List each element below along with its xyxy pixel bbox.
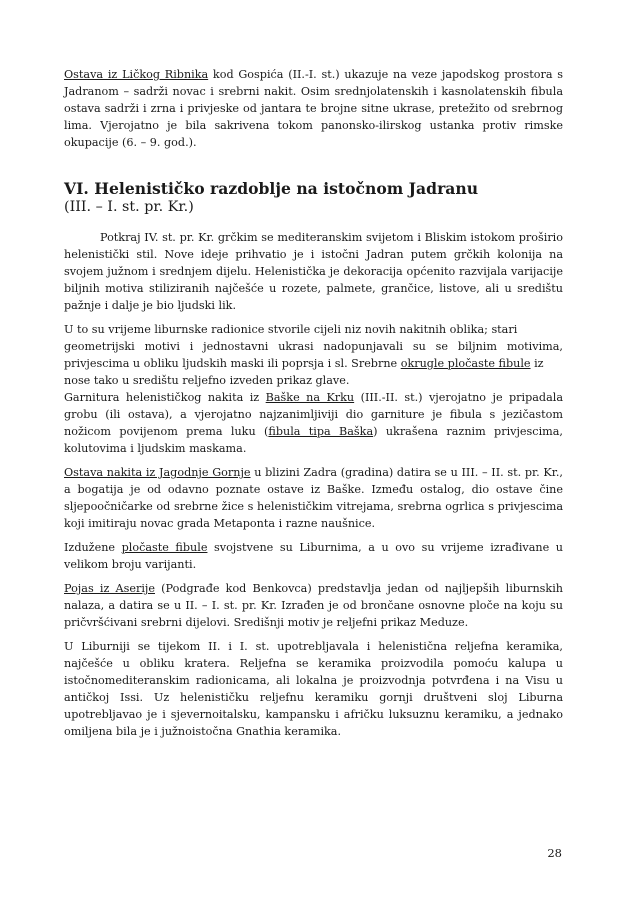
link-ostava-jagodnja-gornja[interactable]: Ostava nakita iz Jagodnje Gornje [64, 466, 251, 479]
section-heading [64, 179, 563, 217]
paragraph-hellenistic-style: Potkraj IV. st. pr. Kr. grčkim se mediteranskim svijetom i Bliskim istokom proširio helenistički stil. Nove ideje prihvatio je i istočni Jadran putem grčkih kolonija na svojem južnom i srednjem dijelu. Helenistička je dekoracija općenito razvijala varijacije biljnih motiva stiliziranih najčešće u rozete, palmete, grančice, listove, ali u središtu pažnje i dalje je bio ljudski lik. [64, 231, 563, 312]
link-licki-ribnik[interactable]: Ostava iz Ličkog Ribnika [64, 68, 209, 81]
paragraph-text: (Podgrađe kod Benkovca) predstavlja jedan od najljepših liburnskih nalaza, a datira se u II. – I. st. pr. Kr. Izrađen je od brončane osnovne ploče na koju su pričvršćivani srebrni dijelovi. Središnji motiv je reljefni prikaz Meduze. [64, 582, 563, 629]
section-title: VI. Helenističko razdoblje na istočnom Jadranu [64, 179, 479, 198]
paragraph-text: u blizini Zadra (gradina) datira se u III. – II. st. pr. Kr., a bogatija je od odavno poznate ostave iz Baške. Između ostalog, dio ostave čine sljepoočničarke od srebrne žice s helenističkim vitrejama, srebrna ogrlica s privjescima koji imitiraju novac grada Metaponta i razne naušnice. [64, 466, 563, 530]
section-subtitle: (III. – I. st. pr. Kr.) [64, 199, 194, 215]
paragraph-reljefna-keramika: U Liburniji se tijekom II. i I. st. upotrebljavala i helenistična reljefna keramika, najčešće u obliku kratera. Reljefna se keramika proizvodila pomoću kalupa u istočnomediteranskim radionicama, ali lokalna je proizvodnja potvrđena i na Visu u antičkoj Issi. Uz helenističku reljefnu keramiku gornji društveni sloj Liburna upotrebljavao je i sjevernoitalsku, kampansku i afričku luksuznu keramiku, a jednako omiljena bila je i južnoistočna Gnathia keramika. [64, 640, 563, 738]
link-pojas-iz-aserije[interactable]: Pojas iz Aserije [64, 582, 155, 595]
paragraph-baska-garnitura [64, 389, 563, 457]
paragraph-liburnian-workshops [64, 338, 563, 372]
paragraph-liburnian-workshops-line1: U to su vrijeme liburnske radionice stvorile cijeli niz novih nakitnih oblika; stari [64, 323, 518, 336]
paragraph-licki-ribnik [64, 66, 563, 151]
page-number: 28 [547, 846, 562, 860]
paragraph-text: (III.-II. st.) vjerojatno je pripadala grobu (ili ostava), a vjerojatno najzanimljiviji dio garniture je fibula s jezičastom nožicom povijenom prema luku ( [64, 391, 563, 438]
link-plocaste-fibule[interactable]: pločaste fibule [121, 541, 208, 554]
document-page [64, 66, 563, 740]
paragraph-liburnian-workshops-last: nose tako u središtu reljefno izveden prikaz glave. [64, 374, 350, 387]
paragraph-text: kod Gospića (II.-I. st.) ukazuje na veze japodskog prostora s Jadranom – sadrži novac i srebrni nakit. Osim srednjolatenskih i kasnolatenskih fibula ostava sadrži i zrna i privjeske od jantara te brojne sitne ukrase, pretežito od srebrnog lima. Vjerojatno je bila sakrivena tokom panonsko-ilirskog ustanka protiv rimske okupacije (6. – 9. god.). [64, 68, 563, 149]
paragraph-text: geometrijski motivi i jednostavni ukrasi nadopunjavali su se biljnim motivima, privjescima u obliku ljudskih maski ili poprsja i sl. Srebrne [64, 340, 563, 370]
link-baska-na-krku[interactable]: Baške na Krku [265, 391, 355, 404]
paragraph-pojas-aserije [64, 580, 563, 631]
paragraph-text: svojstvene su Liburnima, a u ovo su vrijeme izrađivane u velikom broju varijanti. [64, 541, 564, 571]
paragraph-text: Garnitura helenističkog nakita iz [64, 391, 266, 404]
link-okrugle-plocaste-fibule[interactable]: okrugle pločaste fibule [400, 357, 531, 370]
paragraph-text: iz [530, 357, 544, 370]
paragraph-text: Izdužene [64, 541, 122, 554]
paragraph-jagodnja-gornja [64, 464, 563, 532]
paragraph-plocaste-fibule [64, 539, 563, 573]
paragraph-text: ) ukrašena raznim privjescima, kolutovima i ljudskim maskama. [64, 425, 563, 455]
link-fibula-tipa-baska[interactable]: fibula tipa Baška [268, 425, 374, 438]
